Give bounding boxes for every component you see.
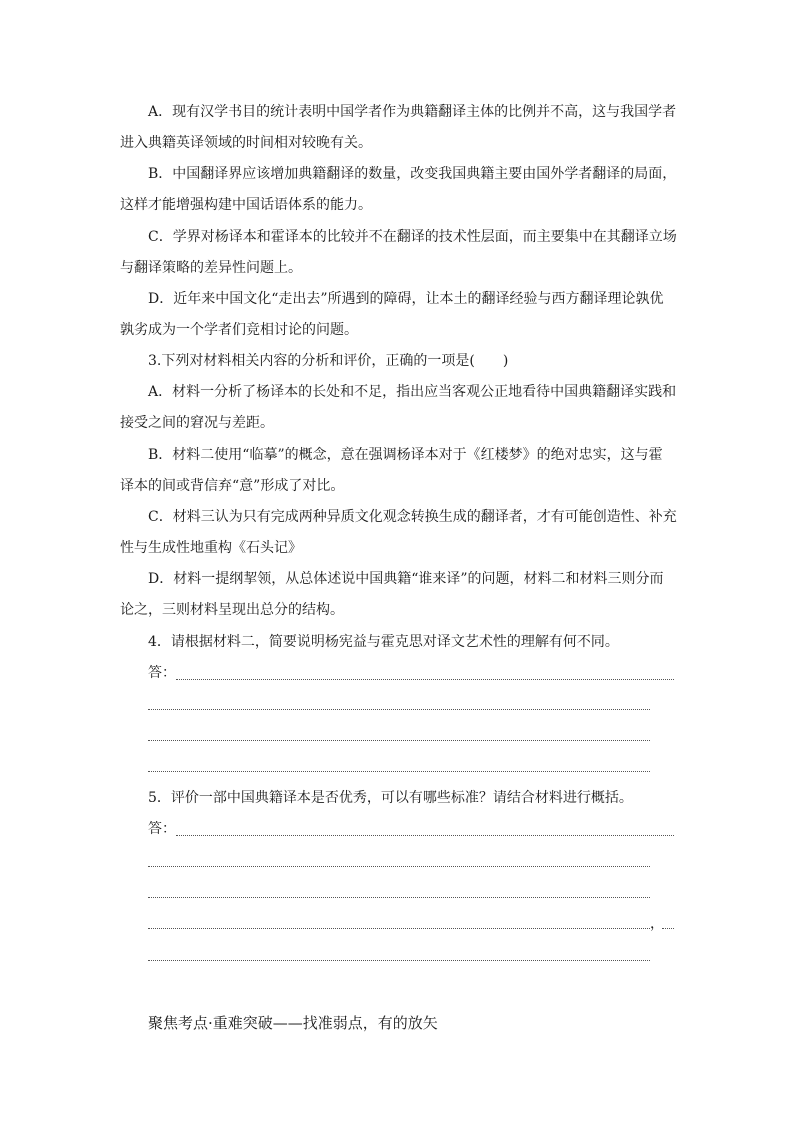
q4-answer-line-3[interactable] xyxy=(148,740,650,741)
q2-option-a-line2: 进入典籍英译领域的时间相对较晚有关。 xyxy=(120,135,372,151)
answer-line xyxy=(176,679,674,680)
q2-option-b-line2: 这样才能增强构建中国话语体系的能力。 xyxy=(120,197,372,213)
q4-stem: 4．请根据材料二，简要说明杨宪益与霍克思对译文艺术性的理解有何不同。 xyxy=(148,634,619,650)
q2-option-d-line2: 孰劣成为一个学者们竞相讨论的问题。 xyxy=(120,322,358,338)
q2-option-b-line1: B．中国翻译界应该增加典籍翻译的数量，改变我国典籍主要由国外学者翻译的局面， xyxy=(148,166,677,182)
q3-option-b-line1: B．材料二使用“临摹”的概念，意在强调杨译本对于《红楼梦》的绝对忠实，这与霍 xyxy=(148,447,663,463)
q5-answer-row-1[interactable] xyxy=(148,819,676,839)
q5-answer-label: 答： xyxy=(148,821,176,837)
q3-option-d-line2: 论之，三则材料呈现出总分的结构。 xyxy=(120,602,344,618)
q4-answer-label: 答： xyxy=(148,665,176,681)
q2-option-c-line1: C．学界对杨译本和霍译本的比较并不在翻译的技术性层面，而主要集中在其翻译立场 xyxy=(148,229,677,245)
q3-option-c-line2: 性与生成性地重构《石头记》 xyxy=(120,540,302,556)
q4-answer-row-1[interactable] xyxy=(148,663,676,683)
q2-option-c-line2: 与翻译策略的差异性问题上。 xyxy=(120,260,302,276)
q4-answer-line-4[interactable] xyxy=(148,771,650,772)
q5-answer-line-5[interactable] xyxy=(148,960,650,961)
q2-option-a-line1: A．现有汉学书目的统计表明中国学者作为典籍翻译主体的比例并不高，这与我国学者 xyxy=(148,104,677,120)
q3-option-a-line1: A．材料一分析了杨译本的长处和不足，指出应当客观公正地看待中国典籍翻译实践和 xyxy=(148,384,677,400)
q3-option-c-line1: C．材料三认为只有完成两种异质文化观念转换生成的翻译者，才有可能创造性、补充 xyxy=(148,509,677,525)
answer-line xyxy=(176,835,674,836)
q3-option-a-line2: 接受之间的窘况与差距。 xyxy=(120,415,274,431)
q5-comma: ， xyxy=(650,916,664,932)
q5-answer-line-4-tail[interactable] xyxy=(662,928,674,929)
q5-answer-line-2[interactable] xyxy=(148,866,650,867)
q3-stem: 3.下列对材料相关内容的分析和评价，正确的一项是( ) xyxy=(148,353,509,369)
q5-answer-line-3[interactable] xyxy=(148,897,650,898)
q4-answer-line-2[interactable] xyxy=(148,709,650,710)
q2-option-d-line1: D．近年来中国文化“走出去”所遇到的障碍，让本土的翻译经验与西方翻译理论孰优 xyxy=(148,291,664,307)
q3-option-b-line2: 译本的间或背信弃“意”形成了对比。 xyxy=(120,478,345,494)
q5-stem: 5．评价一部中国典籍译本是否优秀，可以有哪些标准？请结合材料进行概括。 xyxy=(148,790,633,806)
q5-answer-line-4[interactable] xyxy=(148,928,650,929)
section-heading: 聚焦考点·重难突破——找准弱点，有的放矢 xyxy=(148,1014,438,1032)
q3-option-d-line1: D．材料一提纲挈领，从总体述说中国典籍“谁来译”的问题，材料二和材料三则分而 xyxy=(148,571,664,587)
